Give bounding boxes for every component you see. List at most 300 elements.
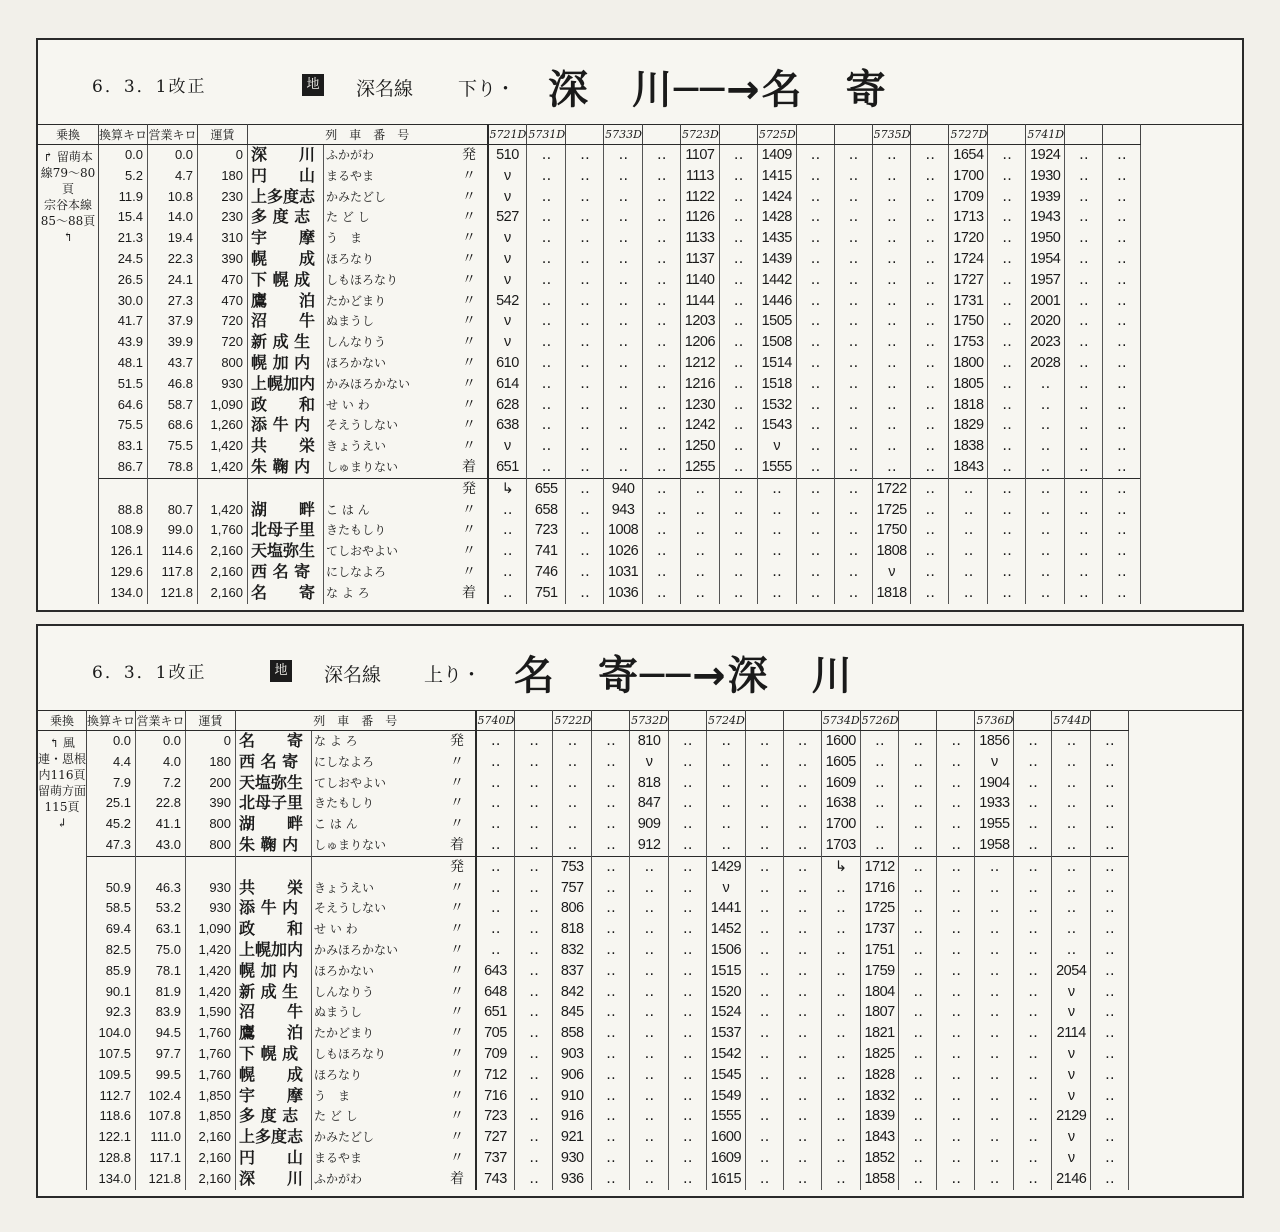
time-cell: ‥ [476,752,515,773]
time-cell: ‥ [911,145,949,166]
station-kana: にしなよろ [314,754,375,769]
arr-dep-mark: 〃 [440,1106,476,1127]
line-name: 深名線 [356,78,414,100]
time-cell: ‥ [592,1148,630,1169]
time-cell: 751 [527,583,566,604]
time-cell: 1446 [757,291,796,312]
station-name: 幌 成 [236,1065,312,1086]
time-cell: 1442 [757,270,796,291]
time-cell: ‥ [899,773,937,794]
time-cell: ‥ [1091,919,1129,940]
op-km: 78.1 [136,961,186,982]
time-cell: ‥ [592,814,630,835]
time-cell: ‥ [630,1148,669,1169]
time-cell: ‥ [1091,1023,1129,1044]
time-cell: ‥ [1103,500,1141,521]
station-kana: まるやま [326,168,375,183]
train-number: 5736D [975,710,1014,731]
time-cell: ‥ [1103,207,1141,228]
train-number: 5735D [872,124,911,145]
time-cell: ‥ [1014,793,1052,814]
time-cell: ‥ [1026,436,1065,457]
time-cell: ‥ [937,1002,975,1023]
time-cell: ‥ [1091,961,1129,982]
time-cell: ‥ [821,982,860,1003]
time-cell: ‥ [669,1086,707,1107]
time-cell: 1930 [1026,166,1065,187]
train-number [937,710,975,731]
station-kana: た ど し [326,210,370,225]
time-cell: 1750 [872,520,911,541]
fare: 230 [198,187,248,208]
time-cell: ‥ [719,228,757,249]
time-cell: ‥ [719,520,757,541]
time-cell: ‥ [604,353,643,374]
station-kana: ぬまうし [314,1005,363,1020]
time-cell: ‥ [566,583,604,604]
station-name: 円 山 [248,166,324,187]
time-cell: ‥ [1014,878,1052,899]
time-cell: ‥ [719,353,757,374]
time-cell: 1943 [1026,207,1065,228]
time-cell: 1515 [707,961,746,982]
time-cell: 743 [476,1169,515,1190]
time-cell: ‥ [669,1106,707,1127]
op-km: 22.8 [136,793,186,814]
fare: 1,760 [186,1044,236,1065]
train-number [988,124,1026,145]
time-cell: 1428 [757,207,796,228]
time-cell: ‥ [988,166,1026,187]
time-cell: ‥ [937,1148,975,1169]
table-row [38,228,1141,249]
time-cell: ‥ [515,1086,553,1107]
conv-km: 134.0 [99,583,148,604]
time-cell: ‥ [937,773,975,794]
time-cell: ‥ [872,249,911,270]
time-cell: ‥ [669,919,707,940]
time-cell: 1133 [681,228,720,249]
time-cell: ‥ [796,270,834,291]
station-kana: う ま [326,231,363,246]
time-cell: ‥ [796,541,834,562]
time-cell: ‥ [796,395,834,416]
time-cell: ‥ [834,395,872,416]
arr-dep-mark: 〃 [440,814,476,835]
time-cell: ‥ [1065,395,1103,416]
time-cell: 1543 [757,415,796,436]
time-cell: ν [488,270,527,291]
time-cell: ‥ [1103,374,1141,395]
station-name: 添 牛 内 [236,898,312,919]
station-kana: しゅまりない [314,837,387,852]
time-cell: ‥ [911,457,949,478]
time-cell: ‥ [630,1002,669,1023]
fare: 1,420 [186,940,236,961]
time-cell: 1856 [975,731,1014,752]
fare: 2,160 [186,1169,236,1190]
op-km [136,856,186,877]
op-km: 0.0 [136,731,186,752]
time-cell: ‥ [669,1065,707,1086]
fare [186,856,236,877]
time-cell: ‥ [834,436,872,457]
time-cell: ‥ [630,1169,669,1190]
table-row [38,249,1141,270]
header-conv-km: 換算キロ [99,124,148,145]
table-row [38,187,1141,208]
time-cell: ‥ [745,1065,783,1086]
table-row [38,793,1129,814]
time-cell: ‥ [1014,773,1052,794]
station-name: 新 成 生 [248,332,324,353]
time-cell: ‥ [834,332,872,353]
station-name: 多 度 志 [236,1106,312,1127]
time-cell: ‥ [719,249,757,270]
time-cell: ‥ [488,500,527,521]
op-km: 58.7 [148,395,198,416]
time-cell: ‥ [834,562,872,583]
station-kana: かみたどし [326,189,387,204]
time-cell: ‥ [1026,374,1065,395]
time-cell: ‥ [566,291,604,312]
time-cell: ‥ [745,752,783,773]
time-cell: ‥ [783,1002,821,1023]
time-cell: ‥ [1103,562,1141,583]
time-cell: ‥ [1014,1106,1052,1127]
time-cell: 2023 [1026,332,1065,353]
time-cell: 1720 [949,228,988,249]
time-cell: ‥ [899,1127,937,1148]
fare: 2,160 [198,541,248,562]
fare: 310 [198,228,248,249]
time-cell: 1514 [757,353,796,374]
arr-dep-mark: 〃 [452,353,488,374]
conv-km: 21.3 [99,228,148,249]
time-cell: ‥ [1065,249,1103,270]
time-cell: ‥ [1091,856,1129,877]
time-cell: ‥ [669,940,707,961]
time-cell: ‥ [592,919,630,940]
time-cell: ‥ [834,541,872,562]
time-cell: ‥ [604,395,643,416]
station-kana: きたもしり [326,523,387,538]
time-cell: ‥ [527,415,566,436]
time-cell: ‥ [1065,583,1103,604]
time-cell: ‥ [757,541,796,562]
conv-km: 15.4 [99,207,148,228]
time-cell: ‥ [476,919,515,940]
time-cell: ‥ [911,291,949,312]
time-cell: 1441 [707,898,746,919]
time-cell: ‥ [604,374,643,395]
station-name: 宇 摩 [248,228,324,249]
time-cell: ‥ [796,332,834,353]
time-cell: ‥ [911,311,949,332]
table-row [38,856,1129,877]
op-km: 39.9 [148,332,198,353]
header-op-km: 営業キロ [148,124,198,145]
time-cell: ‥ [899,835,937,856]
time-cell: ‥ [988,311,1026,332]
time-cell: ‥ [911,478,949,499]
time-cell: ‥ [783,835,821,856]
time-cell: ‥ [1014,1169,1052,1190]
time-cell: ‥ [719,395,757,416]
time-cell: ν [488,332,527,353]
time-cell: 1832 [860,1086,899,1107]
time-cell: 1031 [604,562,643,583]
time-cell: ‥ [872,436,911,457]
time-cell: ‥ [592,1106,630,1127]
time-cell: 1700 [949,166,988,187]
train-number [834,124,872,145]
station-kana: ほろなり [314,1067,363,1082]
time-cell: ‥ [592,1065,630,1086]
time-cell: ‥ [872,187,911,208]
time-cell: 1818 [949,395,988,416]
arr-dep-mark: 〃 [440,1127,476,1148]
time-cell: ‥ [566,249,604,270]
time-cell: 1542 [707,1044,746,1065]
fare: 930 [198,374,248,395]
time-cell: ‥ [783,1044,821,1065]
station-kana [312,856,440,877]
time-cell: ‥ [911,270,949,291]
time-cell: ‥ [515,1169,553,1190]
time-cell: ‥ [566,562,604,583]
time-cell: ‥ [937,961,975,982]
time-cell: 1605 [821,752,860,773]
local-badge: 地 [302,74,324,96]
time-cell: ‥ [1065,478,1103,499]
time-cell: 1751 [860,940,899,961]
arr-dep-mark: 〃 [452,166,488,187]
station-name: 下 幌 成 [236,1044,312,1065]
time-cell: ‥ [988,478,1026,499]
time-cell: ν [488,187,527,208]
station-name: 共 栄 [236,878,312,899]
train-number [899,710,937,731]
station-name: 北母子里 [248,520,324,541]
time-cell: ‥ [783,982,821,1003]
time-cell: ‥ [783,1169,821,1190]
time-cell: ‥ [643,228,681,249]
time-cell: ‥ [937,878,975,899]
fare: 1,420 [198,500,248,521]
time-cell: 1452 [707,919,746,940]
table-row [38,145,1141,166]
time-cell: ‥ [911,332,949,353]
time-cell: ‥ [796,562,834,583]
time-cell: ‥ [911,166,949,187]
time-cell: ‥ [872,166,911,187]
table-row [38,311,1141,332]
time-cell: 1424 [757,187,796,208]
time-cell: 651 [476,1002,515,1023]
arr-dep-mark: 〃 [440,773,476,794]
time-cell: 1825 [860,1044,899,1065]
arr-dep-mark: 〃 [452,207,488,228]
time-cell: 1537 [707,1023,746,1044]
time-cell: ‥ [1091,835,1129,856]
time-cell: ‥ [1091,731,1129,752]
time-cell: ‥ [681,520,720,541]
time-cell: 930 [553,1148,592,1169]
fare: 180 [186,752,236,773]
time-cell: ‥ [796,311,834,332]
time-cell: 845 [553,1002,592,1023]
time-cell: ‥ [834,145,872,166]
time-cell: ‥ [834,415,872,436]
time-cell: ‥ [796,500,834,521]
time-cell: ‥ [707,731,746,752]
time-cell: ‥ [1052,752,1091,773]
time-cell: ‥ [937,919,975,940]
time-cell: ‥ [821,1044,860,1065]
time-cell: ‥ [476,773,515,794]
time-cell: ‥ [1014,1086,1052,1107]
station-kana: てしおやよい [314,775,387,790]
time-cell: ‥ [669,1002,707,1023]
conv-km: 75.5 [99,415,148,436]
time-cell: ‥ [1091,982,1129,1003]
revision-date: 6．3．1改正 [92,663,207,683]
arr-dep-mark: 〃 [440,793,476,814]
header-train-number: 列 車 番 号 [248,124,488,145]
train-number [643,124,681,145]
time-cell: ‥ [1065,187,1103,208]
time-cell: ‥ [592,1086,630,1107]
time-cell: 1532 [757,395,796,416]
time-cell: ν [488,228,527,249]
time-cell: ‥ [1065,228,1103,249]
time-cell: ‥ [719,562,757,583]
local-badge: 地 [270,660,292,682]
op-km: 102.4 [136,1086,186,1107]
time-cell: ‥ [1014,856,1052,877]
time-cell: ‥ [566,520,604,541]
time-cell: ‥ [783,878,821,899]
time-cell: ‥ [630,961,669,982]
time-cell: 2146 [1052,1169,1091,1190]
time-cell: ‥ [719,436,757,457]
time-cell: ‥ [681,541,720,562]
time-cell: ‥ [669,878,707,899]
time-cell: ‥ [1065,541,1103,562]
fare: 1,420 [186,961,236,982]
time-cell: ‥ [988,187,1026,208]
op-km: 83.9 [136,1002,186,1023]
time-cell: ‥ [911,228,949,249]
conv-km: 82.5 [87,940,136,961]
time-cell: ‥ [834,187,872,208]
time-cell: ‥ [515,793,553,814]
station-kana: そえうしない [326,418,399,433]
time-cell: ‥ [643,562,681,583]
time-cell: 658 [527,500,566,521]
time-cell: ‥ [643,520,681,541]
station-kana: な よ ろ [314,734,358,748]
time-cell: ‥ [975,982,1014,1003]
time-cell: ‥ [681,478,720,499]
time-cell: ‥ [515,898,553,919]
up-timetable-panel [36,624,1244,1198]
time-cell: ‥ [783,856,821,877]
time-cell: 1713 [949,207,988,228]
time-cell: 940 [604,478,643,499]
conv-km: 5.2 [99,166,148,187]
time-cell: 810 [630,731,669,752]
time-cell: ‥ [719,457,757,478]
time-cell: ‥ [937,793,975,814]
time-cell: ‥ [643,457,681,478]
time-cell: 1036 [604,583,643,604]
time-cell: 1933 [975,793,1014,814]
time-cell: ‥ [1091,1086,1129,1107]
time-cell: ‥ [1065,166,1103,187]
time-cell: ‥ [937,835,975,856]
down-header [38,40,1242,125]
fare: 1,420 [198,436,248,457]
time-cell: ‥ [899,1169,937,1190]
arr-dep-mark: 〃 [452,562,488,583]
time-cell: ‥ [745,1106,783,1127]
conv-km: 112.7 [87,1086,136,1107]
time-cell: ‥ [834,520,872,541]
time-cell: ‥ [899,878,937,899]
time-cell: ‥ [988,436,1026,457]
station-kana: せ い わ [314,922,358,937]
time-cell: ‥ [834,583,872,604]
time-cell: ‥ [899,731,937,752]
time-cell: ‥ [1103,145,1141,166]
time-cell: ‥ [937,940,975,961]
time-cell: ‥ [566,500,604,521]
time-cell: 806 [553,898,592,919]
time-cell: ‥ [796,374,834,395]
station-name [236,856,312,877]
op-km: 81.9 [136,982,186,1003]
time-cell: ‥ [515,752,553,773]
time-cell: 1750 [949,311,988,332]
time-cell: ‥ [1065,457,1103,478]
time-cell: 1107 [681,145,720,166]
time-cell: 1904 [975,773,1014,794]
time-cell: ‥ [745,814,783,835]
time-cell: ‥ [988,500,1026,521]
time-cell: ‥ [1014,898,1052,919]
time-cell: 1026 [604,541,643,562]
route-title: 名 寄──→深 川 [514,653,854,699]
table-row [38,332,1141,353]
time-cell: ‥ [821,1106,860,1127]
time-cell: 1759 [860,961,899,982]
time-cell: ‥ [899,961,937,982]
time-cell: ‥ [515,731,553,752]
time-cell: ‥ [899,898,937,919]
time-cell: ‥ [643,207,681,228]
conv-km: 118.6 [87,1106,136,1127]
time-cell: ‥ [975,1002,1014,1023]
time-cell: ‥ [1014,982,1052,1003]
time-cell: 1709 [949,187,988,208]
train-number: 5732D [630,710,669,731]
time-cell: ‥ [643,541,681,562]
time-cell: ν [488,249,527,270]
time-cell: 1008 [604,520,643,541]
time-cell: ‥ [1026,562,1065,583]
